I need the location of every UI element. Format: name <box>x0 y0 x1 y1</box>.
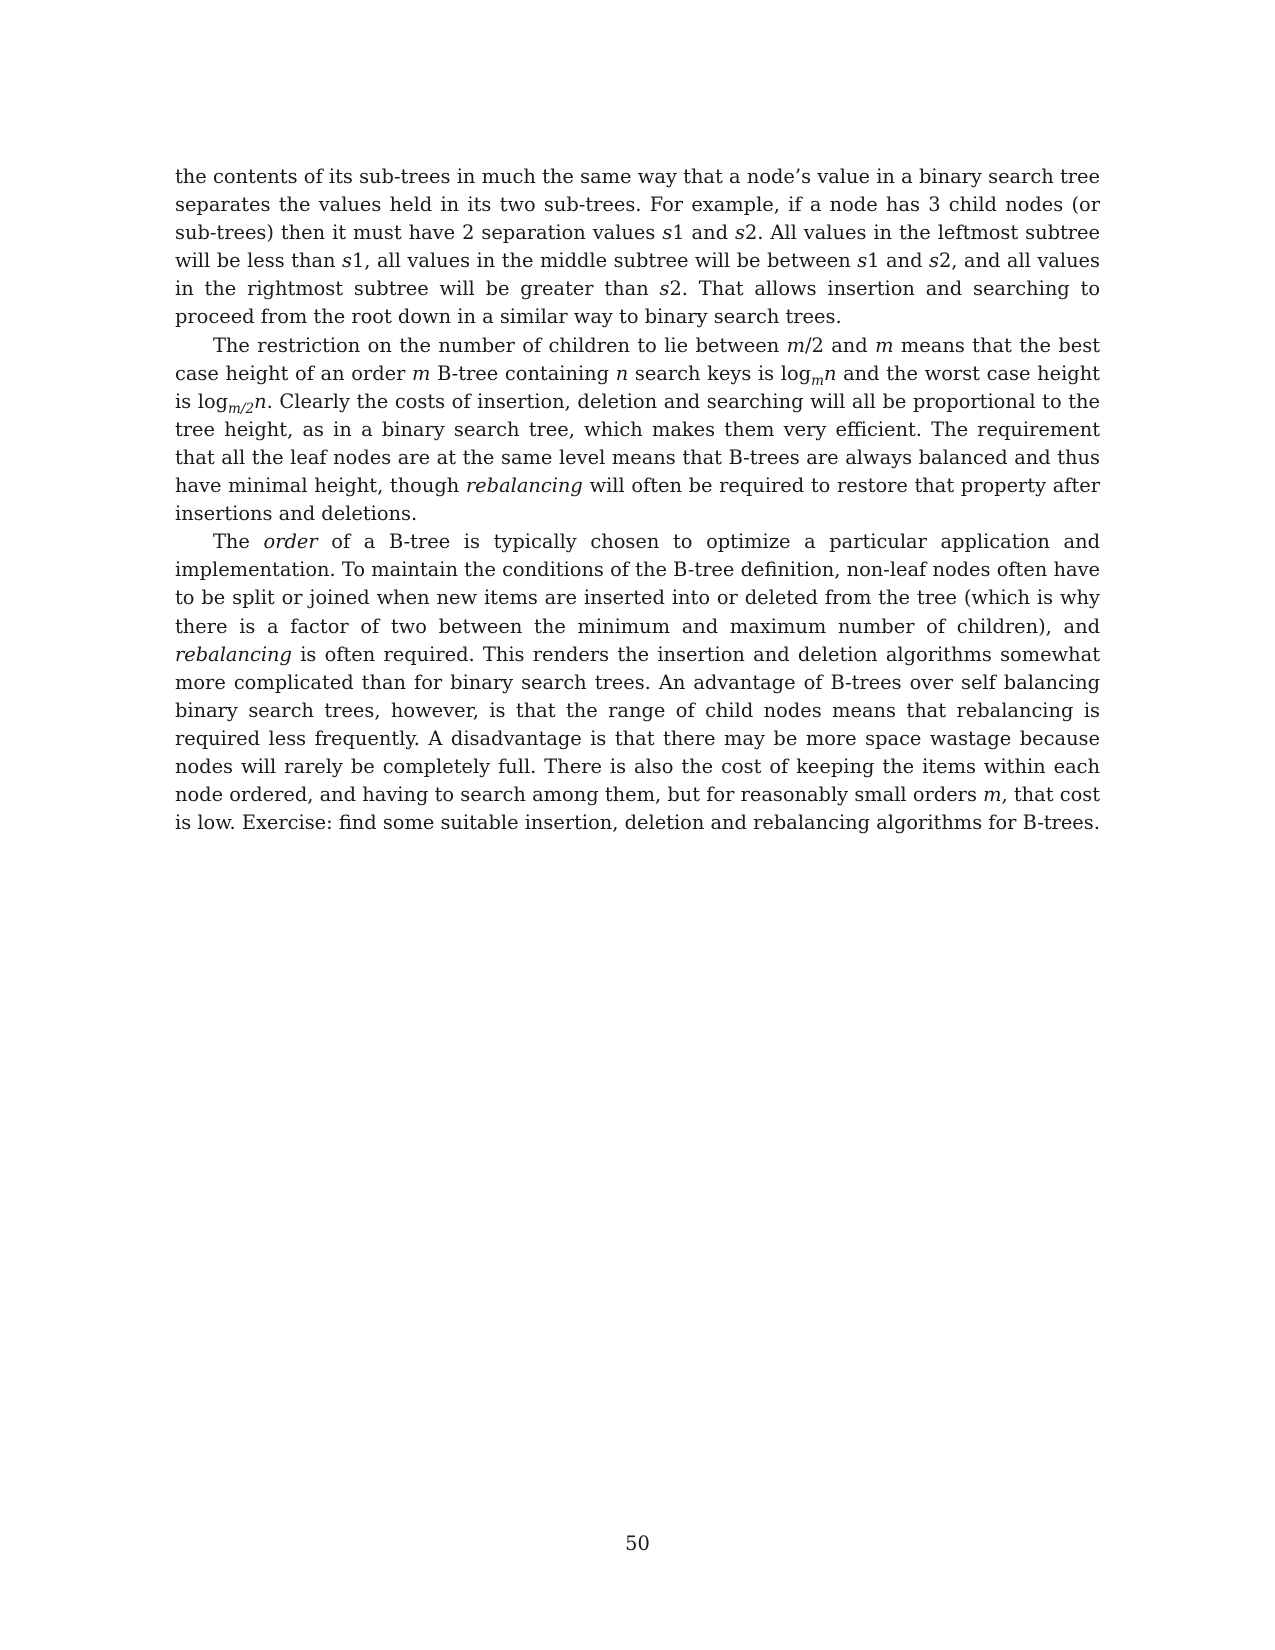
text-run: will often be required to restore that property after insertions and deletions. <box>175 474 1100 526</box>
math-variable: m <box>875 333 894 357</box>
paragraph-continued <box>175 163 1100 332</box>
text-run: 1, all values in the middle subtree will be between <box>351 249 858 273</box>
math-variable: s <box>734 221 745 245</box>
page-number: 50 <box>625 1532 650 1555</box>
paragraph-restriction <box>175 332 1100 529</box>
math-variable: s <box>342 249 352 273</box>
math-variable: s <box>928 249 939 273</box>
text-run: and the worst case height is log <box>175 361 1100 413</box>
math-variable: m <box>412 361 431 385</box>
text-run: The <box>213 530 264 554</box>
text-run: search keys is log <box>628 361 812 385</box>
math-subscript: m <box>811 372 824 389</box>
emphasis: rebalancing <box>175 642 292 666</box>
math-variable: s <box>662 221 673 245</box>
text-run: B-tree containing <box>430 361 616 385</box>
text-run: /2 and <box>804 333 876 357</box>
text-run: 2, and all values in the rightmost subtree will be greater than <box>175 249 1100 301</box>
text-run: of a B-tree is typically chosen to optimize a particular application and implementation. To maintain the conditions of the B-tree definition, non-leaf nodes often have to be split or joined when new items are inserted into or deleted from the tree (which is why there is a factor of two between the minimum and maximum number of children), and <box>175 530 1100 638</box>
math-variable: n <box>615 361 629 385</box>
math-variable: m <box>983 783 1002 807</box>
text-run: The restriction on the number of children to lie between <box>213 333 787 357</box>
math-variable: m <box>786 333 805 357</box>
math-variable: s <box>857 249 868 273</box>
text-run: means that the best case height of an order <box>175 333 1100 385</box>
text-run: . Clearly the costs of insertion, deletion and searching will all be proportional to the tree height, as in a binary search tree, which makes them very efficient. The requirement that all the leaf nodes are at the same level means that B-trees are always balanced and thus have minimal height, though <box>175 389 1101 498</box>
paragraph-order <box>175 528 1100 837</box>
emphasis: rebalancing <box>465 474 583 498</box>
text-run: 2. That allows insertion and searching to proceed from the root down in a similar way to binary search trees. <box>175 277 1100 329</box>
page-body <box>175 163 1100 837</box>
text-run: , that cost is low. Exercise: find some suitable insertion, deletion and rebalancing algorithms for B-trees. <box>175 783 1101 835</box>
math-variable: n <box>254 389 267 413</box>
emphasis: order <box>263 530 318 554</box>
text-run: is often required. This renders the insertion and deletion algorithms somewhat more complicated than for binary search trees. An advantage of B-trees over self balancing binary search trees, however, is that the range of child nodes means that rebalancing is required less frequently. A disadvantage is that there may be more space wastage because nodes will rarely be completely full. There is also the cost of keeping the items within each node ordered, and having to search among them, but for reasonably small orders <box>175 642 1100 807</box>
math-subscript: m/2 <box>228 400 255 417</box>
math-variable: s <box>659 277 670 301</box>
text-run: 1 and <box>672 221 735 245</box>
text-run: the contents of its sub-trees in much the same way that a node’s value in a binary search tree separates the values held in its two sub-trees. For example, if a node has 3 child nodes (or sub-trees) then it must have 2 separation values <box>175 165 1100 245</box>
math-variable: n <box>823 361 837 385</box>
text-run: 1 and <box>867 249 929 273</box>
text-run: 2. All values in the leftmost subtree will be less than <box>175 221 1100 273</box>
